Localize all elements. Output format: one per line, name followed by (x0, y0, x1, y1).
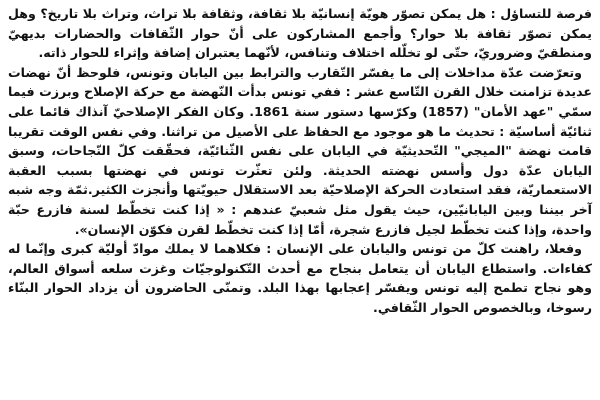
paragraph-2: وتعرّضت عدّة مداخلات إلى ما يفسّر التّقارب والترابط بين اليابان وتونس، فلوحظ أنّ نهضات عديدة تزامنت خلال القرن التّاسع عشر : ففي تونس بدأت النّهضة مع حركة الإصلاح وبرزت فيما سمّي "عهد الأمان" (1857) وكرّسها دستور سنة 1861. وكان الفكر الإصلاحيّ آنذاك قائما على ثنائيّة أساسيّة : تحديث ما هو موجود مع الحفاظ على الأصيل من تراثنا. وفي نفس الوقت تقريبا قامت نهضة "الميجي" التّحديثيّة في اليابان على نفس الثّنائيّة، فحقّقت كلّ النّجاحات، وسبق اليابان عدّة دول وأسس نهضته الحديثة. ولئن تعثّرت تونس في نهضتها بسبب العقبة الاستعماريّة، فقد استعادت الحركة الإصلاحيّة بعد الاستقلال حيويّتها وأنجزت الكثير.ثمّة وجه شبه آخر بيننا وبين اليابانيّين، حيث يقول مثل شعبيّ عندهم : « إذا كنت تخطّط لسنة فازرع حبّة واحدة، وإذا كنت تخطّط لجيل فازرع شجرة، أمّا إذا كنت تخطّط لقرن فكوّن الإنسان». (8, 64, 592, 237)
paragraph-3: وفعلا، راهنت كلّ من تونس واليابان على الإنسان : فكلاهما لا يملك موادّ أوليّة كبرى وإنّما له كفاءات. واستطاع اليابان أن يتعامل بنجاح مع أحدث التّكنولوجيّات وغزت سلعه أسواق العالم، وهو نجاح تطمح إليه تونس ويفسّر إعجابها بهذا البلد. وتمنّى الحاضرون أن يزداد الحوار البنّاء رسوخا، وبالخصوص الحوار الثّقافي. (8, 241, 592, 315)
paragraph-1: فرصة للتساؤل : هل يمكن تصوّر هويّة إنسانيّة بلا ثقافة، وثقافة بلا تراث، وتراث بلا تاريخ؟ وهل يمكن تصوّر ثقافة بلا حوار؟ وأجمع المشاركون على أنّ حوار الثّقافات والحضارات بديهيّ ومنطقيّ وضروريّ، حتّى لو تخلّله اختلاف وتنافس، لأنّهما يعتبران إضافة وإثراء للحوار ذاته. (8, 6, 592, 61)
